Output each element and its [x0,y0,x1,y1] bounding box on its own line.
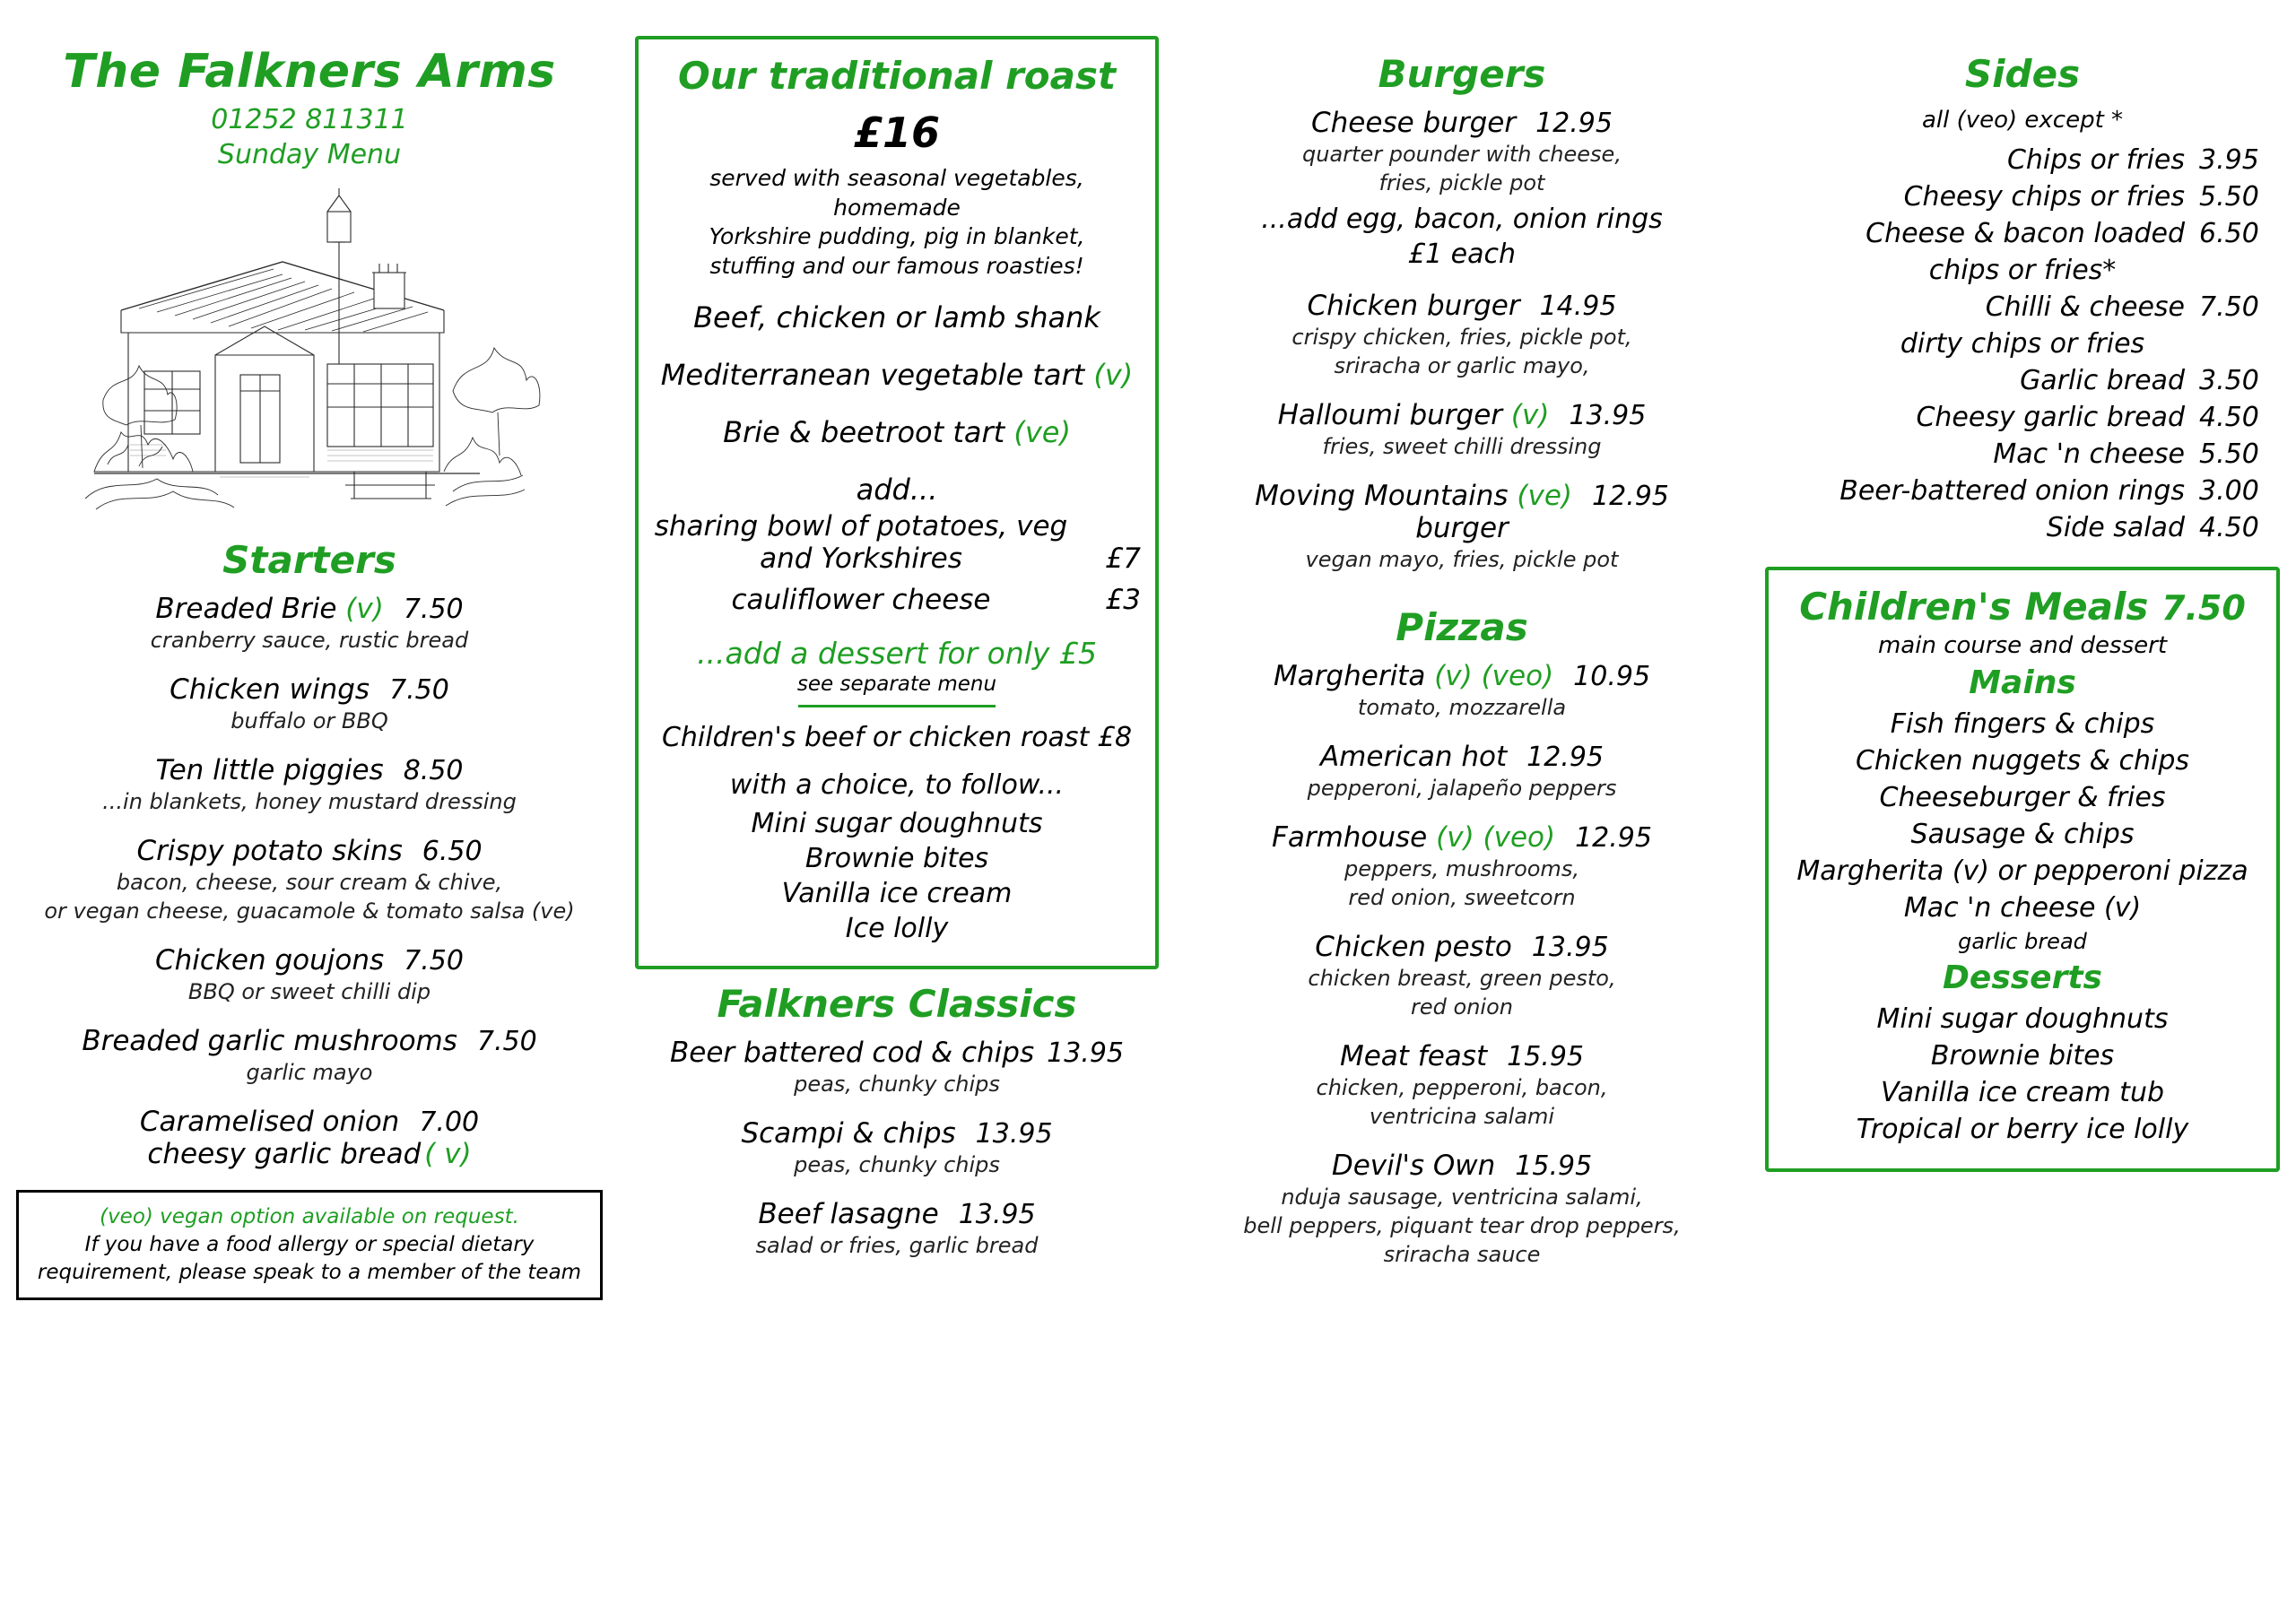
side-name: Garlic bread [2020,365,2185,396]
pizzas-heading: Pizzas [1396,605,1528,649]
classics-heading: Falkners Classics [717,982,1077,1026]
list-item [16,944,603,1005]
starters-heading: Starters [222,538,396,582]
item-name: Cheese burger [1311,107,1517,139]
list-item [1191,660,1733,721]
item-desc: bacon, cheese, sour cream & chive, [116,870,503,895]
list-item [16,835,603,924]
item-price: 10.95 [1573,661,1651,692]
side-name: Cheesy garlic bread [1916,402,2185,433]
add-label: add... [856,473,938,507]
list-item [1191,741,1733,802]
side-price: 3.50 [2199,365,2259,396]
item-name: Meat feast [1339,1040,1488,1072]
column-left [0,36,619,1623]
side-price: 7.50 [2199,291,2259,323]
roast-option-text: Brie & beetroot tart [723,415,1005,449]
item-price: 8.50 [403,755,464,786]
item-name: Breaded garlic mushrooms [82,1025,457,1057]
item-price: 7.00 [419,1107,480,1138]
item-name: Moving Mountains [1255,480,1509,512]
item-name: Farmhouse [1272,821,1428,854]
veo-legend: (veo) vegan option available on request. [100,1205,519,1228]
phone-number: 01252 811311 [211,104,408,135]
list-item [1191,1040,1733,1130]
item-tag: (v) [345,593,384,625]
item-desc: tomato, mozzarella [1357,695,1567,720]
item-desc-2: fries, pickle pot [1378,170,1545,195]
add-price: £3 [1105,584,1141,616]
table-row [1765,475,2280,507]
item-name: Ten little piggies [155,754,384,786]
table-row [1765,438,2280,470]
list-item [1191,821,1733,911]
item-price: 14.95 [1539,291,1617,322]
table-row [1765,402,2280,433]
list-item [1191,107,1733,270]
dessert-offer: ...add a dessert for only £5 [697,636,1097,671]
item-desc: salad or fries, garlic bread [755,1233,1039,1258]
childrens-heading: Children's Meals [1799,585,2149,629]
item-desc: peas, chunky chips [794,1152,1000,1177]
list-item: Chicken nuggets & chips [1855,745,2190,777]
list-item: Brownie bites [1930,1040,2115,1072]
list-item [1191,399,1733,460]
item-desc-2: bell peppers, piquant tear drop peppers, [1243,1213,1681,1238]
item-price: 7.50 [389,674,449,706]
list-item: Tropical or berry ice lolly [1856,1114,2189,1145]
list-item: Sausage & chips [1910,819,2135,850]
item-desc: cranberry sauce, rustic bread [150,628,469,653]
list-item: Vanilla ice cream tub [1881,1077,2164,1108]
item-desc: BBQ or sweet chilli dip [187,979,431,1004]
side-price: 6.50 [2199,218,2259,249]
list-item: Cheeseburger & fries [1879,782,2166,813]
item-name: Halloumi burger [1277,399,1503,431]
item-name-line2: cheesy garlic bread [147,1138,422,1170]
roast-option-text: Mediterranean vegetable tart [660,358,1085,392]
follow-item: Mini sugar doughnuts [751,808,1043,839]
page-title: The Falkners Arms [63,45,556,99]
side-price: 3.95 [2199,144,2259,176]
item-price: 12.95 [1526,742,1605,773]
item-desc: garlic mayo [246,1060,373,1085]
list-item [16,1106,603,1170]
item-desc: peppers, mushrooms, [1344,856,1579,881]
roast-add-item [653,584,1141,616]
list-item [1191,480,1733,573]
item-price: 7.50 [404,945,464,976]
childrens-desserts-heading: Desserts [1943,959,2102,996]
roast-add-item [653,510,1141,575]
item-name-line2: burger [1415,512,1509,544]
side-price: 4.50 [2199,402,2259,433]
list-item [16,754,603,815]
list-item [635,1037,1159,1098]
list-item [16,673,603,734]
item-desc: crispy chicken, fries, pickle pot, [1292,325,1632,350]
item-name: Caramelised onion [139,1106,400,1138]
burger-extra-line-2: £1 each [1407,239,1517,270]
item-desc: chicken breast, green pesto, [1308,966,1616,991]
side-name: Mac 'n cheese [1993,438,2185,470]
item-price: 13.95 [958,1199,1036,1230]
column-roast [619,36,1175,1623]
item-desc-2: ventricina salami [1369,1104,1555,1129]
list-item [1191,1150,1733,1268]
item-desc-2: or vegan cheese, guacamole & tomato salsa (ve) [44,898,575,924]
see-separate-menu-note: see separate menu [796,673,997,696]
list-item [1191,290,1733,379]
item-desc: buffalo or BBQ [230,708,388,733]
roast-heading: Our traditional roast [677,54,1117,98]
item-price: 15.95 [1507,1041,1584,1072]
sides-heading: Sides [1964,52,2081,96]
item-desc-2: red onion [1411,994,1513,1020]
item-desc: pepperoni, jalapeño peppers [1307,776,1617,801]
item-name: Beer battered cod & chips [669,1037,1035,1069]
list-item [635,1117,1159,1178]
item-tag: (v) [1510,399,1550,431]
item-price: 13.95 [1569,400,1647,431]
roast-option [653,358,1141,392]
item-desc: nduja sausage, ventricina salami, [1281,1185,1643,1210]
add-name-line-2: and Yorkshires [760,542,962,575]
item-desc: peas, chunky chips [794,1072,1000,1097]
side-name: Cheesy chips or fries [1903,181,2185,213]
column-sides-children [1749,36,2296,1623]
item-price: 7.50 [476,1026,537,1057]
side-name-line-2: chips or fries* [1928,255,2117,286]
item-price: 15.95 [1515,1150,1593,1182]
childrens-meals-panel [1765,567,2280,1172]
item-name: Chicken goujons [155,944,385,976]
item-price: 13.95 [1047,1037,1124,1069]
table-row [1765,365,2280,396]
sides-note: all (veo) except * [1921,107,2124,134]
item-desc: ...in blankets, honey mustard dressing [102,789,517,814]
follow-item: Ice lolly [845,913,949,944]
burger-extra-line-1: ...add egg, bacon, onion rings [1261,204,1663,235]
item-price: 12.95 [1535,108,1613,139]
item-desc: fries, sweet chilli dressing [1322,434,1602,459]
item-desc: vegan mayo, fries, pickle pot [1305,547,1619,572]
list-item: Mini sugar doughnuts [1876,1003,2169,1035]
item-price: 7.50 [403,594,464,625]
item-name: Margherita [1273,660,1426,692]
roast-note-line-3: stuffing and our famous roasties! [709,252,1084,279]
item-name: American hot [1319,741,1508,773]
item-tag: (ve) [1013,415,1071,449]
item-name: Devil's Own [1331,1150,1496,1182]
column-burgers-pizzas [1175,36,1749,1623]
side-name: Chips or fries [2006,144,2185,176]
menu-subtitle: Sunday Menu [217,139,402,170]
item-desc-2: red onion, sweetcorn [1348,885,1576,910]
side-name: Cheese & bacon loaded [1866,218,2185,249]
traditional-roast-panel [635,36,1159,969]
roast-option [653,415,1141,449]
allergy-notice [16,1190,603,1300]
item-price: 6.50 [422,836,483,867]
item-desc: garlic bread [1958,929,2087,954]
item-desc: quarter pounder with cheese, [1302,142,1622,167]
table-row [1765,218,2280,249]
item-tag: ( v) [424,1138,472,1170]
item-name: Crispy potato skins [136,835,403,867]
add-name-line-1: sharing bowl of potatoes, veg [654,510,1068,542]
childrens-subtitle: main course and dessert [1877,632,2168,659]
side-name: Chilli & cheese [1985,291,2185,323]
side-price: 5.50 [2199,181,2259,213]
table-row-continuation [1765,255,2280,286]
side-price: 3.00 [2199,475,2259,507]
allergy-line-3: requirement, please speak to a member of the team [37,1261,582,1285]
roast-note-line-1: served with seasonal vegetables, homemade [709,165,1084,221]
follow-item: Vanilla ice cream [781,878,1013,909]
item-tag: (ve) [1517,480,1572,512]
roast-price: £16 [853,108,941,157]
side-name-line-2: dirty chips or fries [1900,328,2145,360]
allergy-line-2: If you have a food allergy or special dietary [84,1233,535,1257]
roast-option-text: Beef, chicken or lamb shank [693,300,1100,334]
list-item [16,593,603,654]
item-name: Scampi & chips [741,1117,956,1150]
follow-label: with a choice, to follow... [729,769,1065,801]
item-desc: chicken, pepperoni, bacon, [1316,1075,1608,1100]
side-price: 5.50 [2199,438,2259,470]
item-name: Chicken wings [170,673,370,706]
childrens-price: 7.50 [2161,588,2246,628]
add-name-line-1: cauliflower cheese [731,584,991,616]
item-price: 13.95 [975,1118,1053,1150]
item-price: 12.95 [1592,481,1669,512]
roast-option [653,300,1141,334]
item-price: 13.95 [1531,932,1609,963]
item-name: Breaded Brie [155,593,337,625]
item-name: Chicken burger [1307,290,1520,322]
item-desc-2: sriracha or garlic mayo, [1334,353,1590,378]
childrens-roast-line: Children's beef or chicken roast £8 [661,722,1133,753]
pub-exterior-sketch [58,176,561,525]
burgers-heading: Burgers [1378,52,1546,96]
item-tag: (v) (veo) [1436,821,1556,854]
childrens-mains-heading: Mains [1969,664,2076,701]
add-price: £7 [1105,542,1141,575]
side-price: 4.50 [2199,512,2259,543]
list-item: Fish fingers & chips [1890,708,2155,740]
table-row-continuation [1765,328,2280,360]
roast-note-line-2: Yorkshire pudding, pig in blanket, [709,223,1085,249]
table-row [1765,291,2280,323]
item-name: Beef lasagne [758,1198,939,1230]
divider [798,705,996,707]
list-item [1191,931,1733,1020]
side-name: Beer-battered onion rings [1839,475,2185,507]
list-item [16,1025,603,1086]
list-item: Mac 'n cheese (v) [1903,892,2142,924]
table-row [1765,181,2280,213]
item-name: Chicken pesto [1315,931,1512,963]
table-row [1765,144,2280,176]
item-price: 12.95 [1575,822,1652,854]
item-desc-3: sriracha sauce [1383,1242,1541,1267]
list-item [635,1198,1159,1259]
follow-item: Brownie bites [804,843,989,874]
item-tag: (v) [1093,358,1134,392]
side-name: Side salad [2046,512,2185,543]
item-name-line-2-wrap [1191,512,1733,544]
table-row [1765,512,2280,543]
list-item: Margherita (v) or pepperoni pizza [1796,855,2248,887]
item-tag: (v) (veo) [1434,660,1554,692]
